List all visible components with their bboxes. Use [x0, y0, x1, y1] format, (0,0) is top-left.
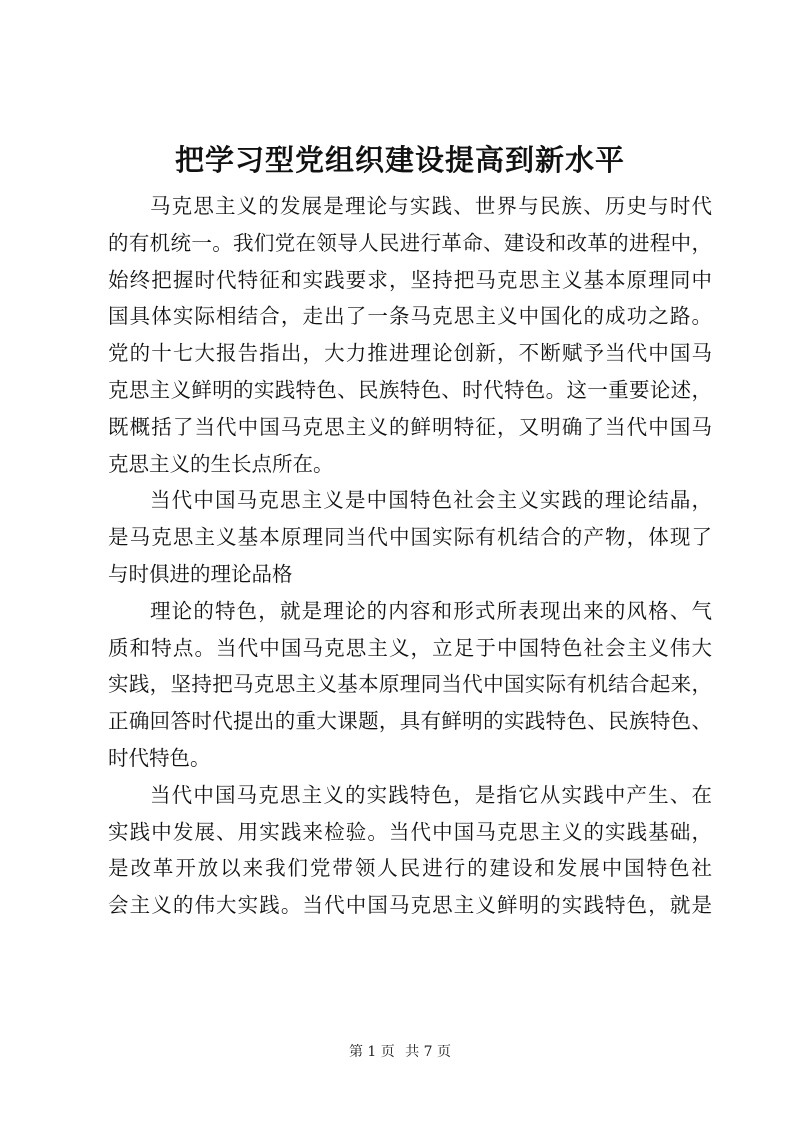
- text-line: 是改革开放以来我们党带领人民进行的建设和发展中国特色社: [108, 856, 712, 881]
- text-line: 实践中发展、用实践来检验。当代中国马克思主义的实践基础，: [108, 819, 712, 844]
- text-line: 理论的特色，就是理论的内容和形式所表现出来的风格、气: [150, 598, 712, 623]
- text-line: 当代中国马克思主义的实践特色，是指它从实践中产生、在: [150, 782, 712, 807]
- text-line: 的有机统一。我们党在领导人民进行革命、建设和改革的进程中，: [108, 230, 712, 255]
- text-line: 既概括了当代中国马克思主义的鲜明特征，又明确了当代中国马: [108, 414, 712, 439]
- page-number: 第 1 页: [348, 1044, 395, 1060]
- text-line: 当代中国马克思主义是中国特色社会主义实践的理论结晶，: [150, 488, 712, 513]
- document-title: 把学习型党组织建设提高到新水平: [174, 143, 625, 177]
- text-line: 时代特色。: [108, 745, 211, 770]
- text-line: 会主义的伟大实践。当代中国马克思主义鲜明的实践特色，就是: [108, 893, 712, 918]
- text-line: 实践，坚持把马克思主义基本原理同当代中国实际有机结合起来，: [108, 672, 712, 697]
- text-line: 克思主义鲜明的实践特色、民族特色、时代特色。这一重要论述，: [108, 377, 712, 402]
- text-line: 党的十七大报告指出，大力推进理论创新，不断赋予当代中国马: [108, 341, 712, 366]
- text-line: 始终把握时代特征和实践要求，坚持把马克思主义基本原理同中: [108, 267, 712, 292]
- text-line: 正确回答时代提出的重大课题，具有鲜明的实践特色、民族特色、: [108, 709, 712, 734]
- text-line: 质和特点。当代中国马克思主义，立足于中国特色社会主义伟大: [108, 635, 712, 660]
- page-footer: [0, 1042, 800, 1062]
- text-line: 是马克思主义基本原理同当代中国实际有机结合的产物，体现了: [108, 525, 712, 550]
- text-line: 马克思主义的发展是理论与实践、世界与民族、历史与时代: [150, 194, 712, 218]
- document-body: [108, 188, 712, 924]
- page-total: 共 7 页: [405, 1044, 452, 1060]
- text-line: 国具体实际相结合，走出了一条马克思主义中国化的成功之路。: [108, 304, 712, 329]
- text-line: 与时俱进的理论品格: [108, 561, 293, 586]
- text-line: 克思主义的生长点所在。: [108, 451, 334, 476]
